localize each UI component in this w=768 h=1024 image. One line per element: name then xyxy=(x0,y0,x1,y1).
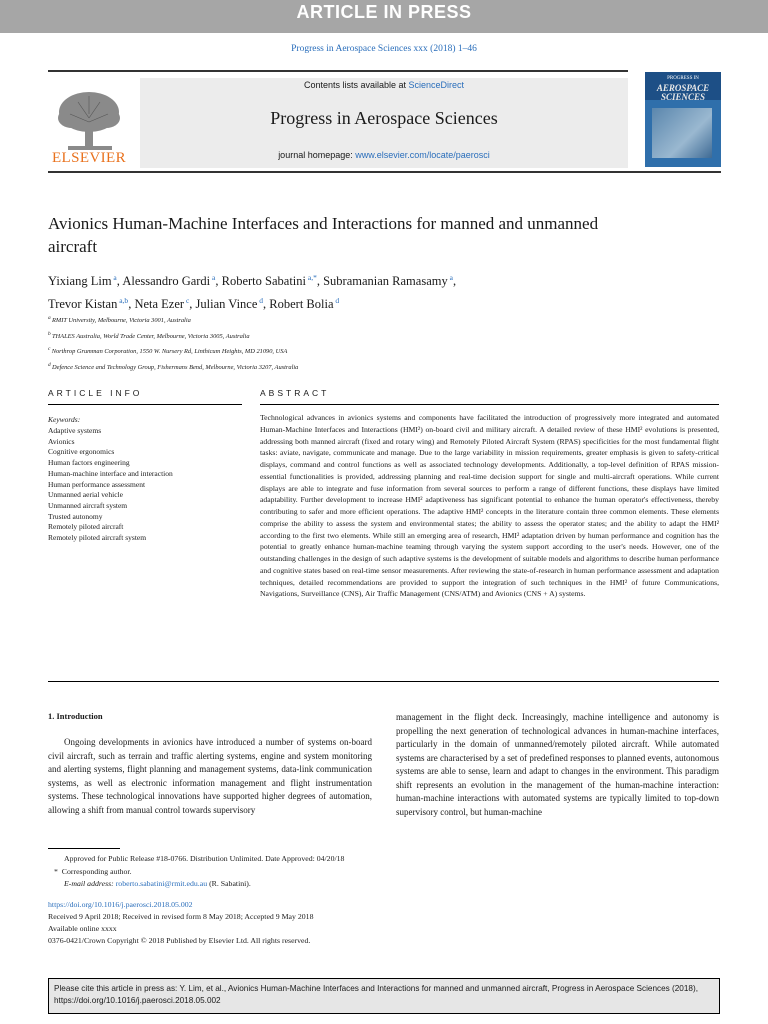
keyword: Remotely piloted aircraft xyxy=(48,522,124,532)
section-heading-introduction: 1. Introduction xyxy=(48,711,103,721)
author[interactable] xyxy=(48,274,117,288)
author-affiliation-mark[interactable]: d xyxy=(257,296,264,306)
affiliation-mark: a xyxy=(48,315,52,321)
release-note: Approved for Public Release #18-0766. Distribution Unlimited. Date Approved: 04/20/18 xyxy=(64,854,345,863)
header-bottom-rule xyxy=(48,171,721,173)
author-affiliation-mark[interactable]: a xyxy=(447,273,453,282)
keywords-list xyxy=(48,426,248,544)
body-column-left xyxy=(48,736,372,817)
email-link[interactable]: roberto.sabatini@rmit.edu.au xyxy=(115,879,208,888)
author[interactable] xyxy=(323,274,453,288)
author-affiliation-mark[interactable]: a xyxy=(210,273,216,282)
author[interactable] xyxy=(122,274,215,288)
author-affiliation-mark[interactable]: a xyxy=(111,273,117,282)
footnotes xyxy=(48,853,468,891)
author[interactable] xyxy=(222,274,317,288)
contents-prefix: Contents lists available at xyxy=(303,80,409,90)
author[interactable] xyxy=(48,297,128,311)
author[interactable] xyxy=(196,297,263,311)
author-name: Subramanian Ramasamy xyxy=(323,274,448,289)
cover-title: AEROSPACE SCIENCES xyxy=(656,83,710,102)
affiliation xyxy=(48,328,648,344)
received-dates: Received 9 April 2018; Received in revised form 8 May 2018; Accepted 9 May 2018 xyxy=(48,912,314,921)
keyword: Cognitive ergonomics xyxy=(48,447,115,457)
affiliation-mark: b xyxy=(48,330,52,337)
article-info-heading: ARTICLE INFO xyxy=(48,388,143,398)
available-online: Available online xxxx xyxy=(48,924,117,933)
paragraph: Ongoing developments in avionics have introduced a number of systems on-board civil aircraft, such as terrain and traffic alerting systems, engine and system monitoring and alerting systems, flight planning and management systems, data-link communication systems, as well as electronic information management and flight instrumentation systems. These technological innovations have supported higher degrees of automation, allowing a shift from manual control towards supervisory xyxy=(48,737,372,815)
cover-small-text: PROGRESS IN xyxy=(667,76,699,81)
email-suffix: (R. Sabatini). xyxy=(209,879,251,888)
keyword: Avionics xyxy=(48,436,75,446)
author-affiliation-mark[interactable]: d xyxy=(333,296,340,306)
keyword: Human factors engineering xyxy=(48,458,130,468)
publisher-logo-text: ELSEVIER xyxy=(51,150,127,166)
affiliation-text: THALES Australia, World Trade Center, Melbourne, Victoria 3005, Australia xyxy=(52,332,250,340)
keyword: Remotely piloted aircraft system xyxy=(48,533,147,543)
publication-info xyxy=(48,899,468,947)
abstract-text: Technological advances in avionics systems and components have facilitated the introduction of progressively more integrated and automated Human-Machine Interfaces and Interactions (HMI²) on-board civil and military aircraft. A detailed review of these HMI² evolutions is presented, addressing both manned aircraft (fixed and rotary wing) and Remotely Piloted Aircraft System (RPAS) specificities for the most fundamental flight tasks: aviate, navigate, communicate and manage. Due to the large variability in mission requirements, greater emphasis is given to safety-critical displays, command and control functions as well as associated technology developments. Additionally, a top-level definition of RPAS mission-essential functionalities is provided, addressing planning and real-time decision support for single and multi-aircraft operations. While current displays are able to integrate and fuse information from several sources to perform a range of different functions, these displays have limited adaptability. Further development to increase HMI² adaptiveness has significant potential to enhance the human operator's effectiveness, thereby contributing to safer and more efficient operations. The adaptive HMI² concepts in the literature contain three common elements. These elements comprise the ability to assess the system and environmental states; the ability to assess the operator states; and the ability to adapt the HMI² according to the first two elements. While still an emerging area of research, HMI² adaptation driven by human performance and cognition has the potential to greatly enhance human-machine teaming through varying the system support according to the user's needs. However, one of the outstanding challenges in the design of such adaptive systems is the development of suitable models and algorithms to describe human performance and cognitive states based on real-time sensor measurements. After reviewing the state-of-research in human performance assessment and adaptation techniques, detailed recommendations are provided to support the integration of such techniques in the HMI² of future Communications, Navigations, Surveillance (CNS), Air Traffic Management (CNS/ATM) and Avionics (CNS + A) systems. xyxy=(260,413,719,599)
keyword: Trusted autonomy xyxy=(48,511,103,521)
keyword: Unmanned aerial vehicle xyxy=(48,490,123,500)
journal-homepage xyxy=(140,150,628,160)
header-top-rule xyxy=(48,70,628,72)
affiliation xyxy=(48,312,648,328)
email-note xyxy=(48,878,468,891)
abstract-end-rule xyxy=(48,681,719,682)
affiliation-list xyxy=(48,312,648,375)
corresponding-note xyxy=(48,866,468,879)
author-name: Yixiang Lim xyxy=(48,274,112,289)
footnote-rule xyxy=(48,848,120,849)
affiliation xyxy=(48,359,648,375)
affiliation-mark: d xyxy=(48,361,52,368)
affiliation-text: Defence Science and Technology Group, Fishermans Bend, Melbourne, Victoria 3207, Australia xyxy=(52,364,299,371)
author-name: Robert Bolia xyxy=(269,297,334,312)
asterisk: * xyxy=(54,866,62,876)
doi-link[interactable]: https://doi.org/10.1016/j.paerosci.2018.05.002 xyxy=(48,900,193,909)
abstract-rule xyxy=(260,404,719,405)
paragraph: management in the flight deck. Increasingly, machine intelligence and autonomy is propelling the next generation of technological advances in human-machine interfaces, particularly in the domain of unmanned/remotely piloted aircraft. While automated systems are characterised by a set of predefined responses to planned events, autonomous systems are able to sense, learn and adapt to changes in the environment. This paradigm shift represents an evolution in the management of the human-machine interaction: human-machine interactions with automated systems are typically limited to top-down supervisory control, but human-machine xyxy=(396,712,719,817)
email-label: E-mail address: xyxy=(64,879,114,888)
keyword: Adaptive systems xyxy=(48,426,102,435)
author-name: Trevor Kistan xyxy=(48,297,118,312)
body-column-right xyxy=(396,711,719,819)
affiliation-text: RMIT University, Melbourne, Victoria 3001, Australia xyxy=(52,317,191,325)
keyword: Human performance assessment xyxy=(48,479,146,489)
cover-artwork xyxy=(652,108,712,158)
citation-box: Please cite this article in press as: Y. Lim, et al., Avionics Human-Machine Interfaces and Interactions for manned and unmanned aircraft, Progress in Aerospace Sciences (2018), https://doi.org/10.1016/j.paerosci.2018.05.002 xyxy=(48,978,720,1014)
affiliation-text: Northrop Grumman Corporation, 1550 W. Nursery Rd, Linthicum Heights, MD 21090, USA xyxy=(51,348,288,356)
corresponding-text: Corresponding author. xyxy=(61,866,132,876)
journal-reference-link[interactable]: Progress in Aerospace Sciences xxx (2018) 1–46 xyxy=(291,44,477,54)
author-name: Neta Ezer xyxy=(134,297,185,312)
article-in-press-banner xyxy=(0,0,768,33)
homepage-label: journal homepage: xyxy=(278,150,356,160)
keyword: Human-machine interface and interaction xyxy=(48,468,173,478)
author[interactable] xyxy=(269,297,339,311)
abstract-heading: ABSTRACT xyxy=(260,388,330,398)
article-title: Avionics Human-Machine Interfaces and Interactions for manned and unmanned aircraft xyxy=(48,214,599,256)
journal-title: Progress in Aerospace Sciences xyxy=(270,108,498,128)
author-affiliation-mark[interactable]: a,b xyxy=(117,296,129,306)
author[interactable] xyxy=(134,297,189,311)
banner-text: ARTICLE IN PRESS xyxy=(296,2,472,22)
author-affiliation-mark[interactable]: a,* xyxy=(306,273,317,282)
author-affiliation-mark[interactable]: c xyxy=(184,296,190,306)
author-name: Julian Vince xyxy=(195,297,258,312)
homepage-link[interactable]: www.elsevier.com/locate/paerosci xyxy=(355,150,490,160)
affiliation-mark: c xyxy=(48,346,52,353)
keyword: Unmanned aircraft system xyxy=(48,500,128,510)
keywords-label: Keywords: xyxy=(48,415,81,424)
contents-availability xyxy=(140,80,628,90)
author-name: Alessandro Gardi xyxy=(122,274,211,289)
sciencedirect-link[interactable]: ScienceDirect xyxy=(408,80,465,90)
author-name: Roberto Sabatini xyxy=(221,274,306,289)
article-info-rule xyxy=(48,404,242,405)
author-list: Yixiang Lim $^a$, Alessandro Gardi $^a$, Roberto Sabatini $^{a,*}$, Subramanian Ramasamy $^a$, Trevor Kistan $^{a,b}$, Neta Ezer $^c$, Julian Vince $^d$, Robert Bolia $^d$ xyxy=(48,273,457,312)
copyright: 0376-0421/Crown Copyright © 2018 Published by Elsevier Ltd. All rights reserved. xyxy=(48,936,311,945)
affiliation xyxy=(48,343,648,359)
